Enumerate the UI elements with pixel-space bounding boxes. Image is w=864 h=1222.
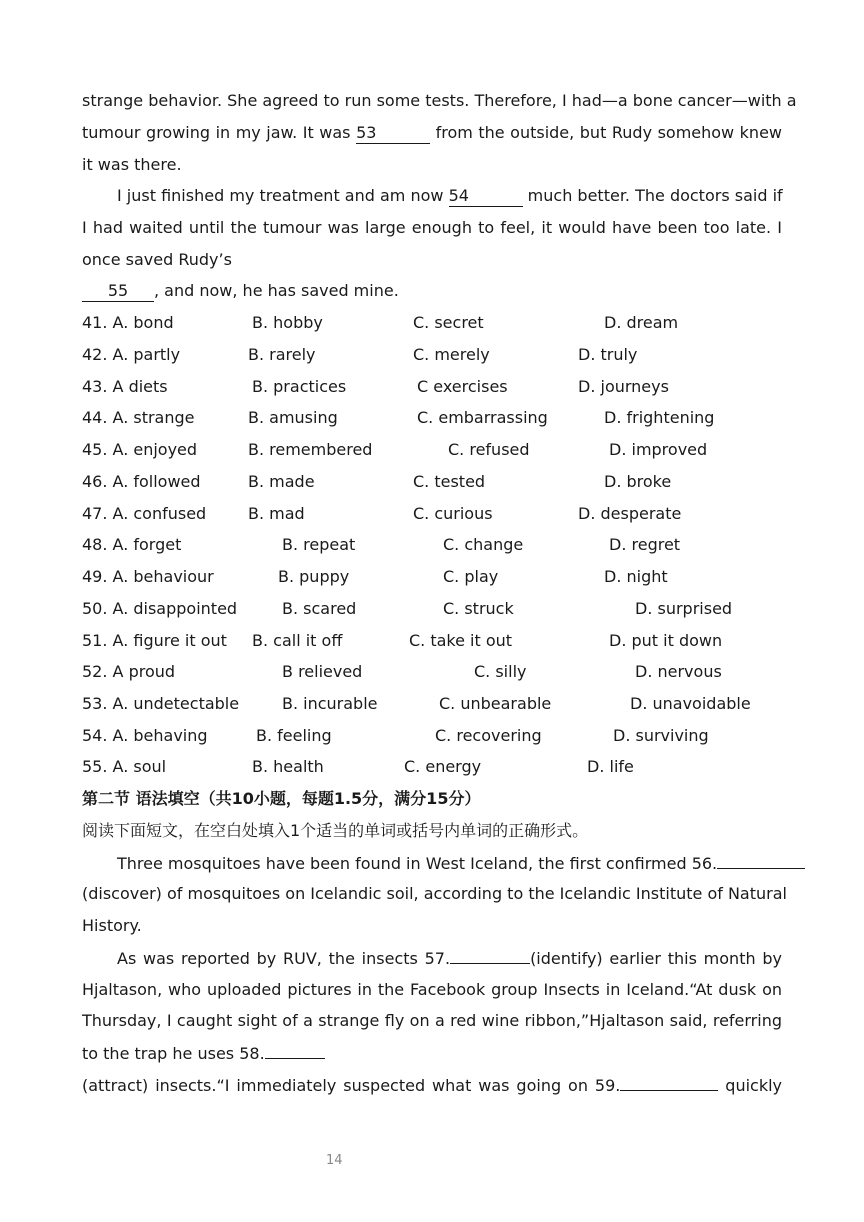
- option-b: B. remembered: [248, 440, 373, 459]
- option-c: C. recovering: [435, 726, 542, 745]
- passage-line: Three mosquitoes have been found in West Iceland, the first confirmed 56.: [117, 852, 805, 874]
- page-number: 14: [326, 1153, 343, 1168]
- option-a: 41. A. bond: [82, 313, 174, 332]
- blank-57: [450, 947, 530, 964]
- option-d: D. journeys: [578, 377, 669, 396]
- option-b: B. hobby: [252, 313, 323, 332]
- option-c: C. change: [443, 535, 524, 554]
- option-c: C. play: [443, 567, 499, 586]
- passage-line: strange behavior. She agreed to run some tests. Therefore, I had—a bone cancer—with a: [82, 91, 797, 110]
- option-a: 54. A. behaving: [82, 726, 208, 745]
- option-c: C. refused: [448, 440, 530, 459]
- passage-line: As was reported by RUV, the insects 57. (identify) earlier this month by: [117, 949, 782, 968]
- option-c: C. take it out: [409, 631, 513, 650]
- option-a: 53. A. undetectable: [82, 694, 240, 713]
- option-b: B relieved: [282, 662, 363, 681]
- passage-line: tumour growing in my jaw. It was 53 from the outside, but Rudy somehow knew: [82, 123, 783, 142]
- passage-line: 55 , and now, he has saved mine.: [82, 280, 399, 302]
- passage-line: once saved Rudy’s: [82, 250, 232, 269]
- option-b: B. incurable: [282, 694, 378, 713]
- option-c: C. unbearable: [439, 694, 552, 713]
- option-b: B. call it off: [252, 631, 343, 650]
- option-d: D. desperate: [578, 504, 682, 523]
- option-a: 49. A. behaviour: [82, 567, 214, 586]
- option-c: C. embarrassing: [417, 408, 548, 427]
- option-c: C. struck: [443, 599, 514, 618]
- option-d: D. improved: [609, 440, 708, 459]
- section-instruction: 阅读下面短文，在空白处填入1个适当的单词或括号内单词的正确形式。: [82, 821, 589, 840]
- blank-58: [265, 1042, 325, 1059]
- option-c: C. energy: [404, 757, 482, 776]
- option-b: B. feeling: [256, 726, 332, 745]
- option-b: B. rarely: [248, 345, 316, 364]
- passage-line: Hjaltason, who uploaded pictures in the Facebook group Insects in Iceland.“At dusk on: [82, 980, 782, 999]
- option-c: C. tested: [413, 472, 486, 491]
- passage-line: History.: [82, 916, 142, 935]
- option-c: C. merely: [413, 345, 490, 364]
- blank-56: [717, 852, 805, 869]
- section-heading: 第二节 语法填空（共10小题，每题1.5分，满分15分）: [82, 789, 481, 808]
- option-b: B. mad: [248, 504, 305, 523]
- option-a: 47. A. confused: [82, 504, 207, 523]
- passage-line: I just finished my treatment and am now 54 much better. The doctors said if: [117, 186, 783, 205]
- option-a: 45. A. enjoyed: [82, 440, 198, 459]
- blank-59: [620, 1074, 718, 1091]
- option-b: B. scared: [282, 599, 357, 618]
- option-a: 55. A. soul: [82, 757, 167, 776]
- blank-54: 54: [449, 186, 523, 207]
- option-c: C. curious: [413, 504, 493, 523]
- option-d: D. surviving: [613, 726, 709, 745]
- option-d: D. dream: [604, 313, 679, 332]
- option-a: 48. A. forget: [82, 535, 182, 554]
- option-a: 50. A. disappointed: [82, 599, 238, 618]
- option-d: D. unavoidable: [630, 694, 751, 713]
- passage-line: it was there.: [82, 155, 182, 174]
- option-d: D. nervous: [635, 662, 722, 681]
- option-c: C. silly: [474, 662, 527, 681]
- option-a: 52. A proud: [82, 662, 176, 681]
- passage-line: (discover) of mosquitoes on Icelandic soil, according to the Icelandic Institute of Natural: [82, 884, 787, 903]
- option-c: C. secret: [413, 313, 484, 332]
- option-a: 44. A. strange: [82, 408, 195, 427]
- passage-line: to the trap he uses 58.: [82, 1042, 325, 1064]
- option-d: D. regret: [609, 535, 681, 554]
- option-c: C exercises: [417, 377, 508, 396]
- passage-line: Thursday, I caught sight of a strange fly on a red wine ribbon,”Hjaltason said, referring: [82, 1011, 782, 1030]
- option-d: D. frightening: [604, 408, 715, 427]
- blank-55: 55: [82, 281, 154, 302]
- option-a: 42. A. partly: [82, 345, 181, 364]
- option-b: B. made: [248, 472, 315, 491]
- option-d: D. broke: [604, 472, 672, 491]
- option-a: 51. A. figure it out: [82, 631, 227, 650]
- passage-line: I had waited until the tumour was large enough to feel, it would have been too late. I: [82, 218, 782, 237]
- option-b: B. repeat: [282, 535, 356, 554]
- option-d: D. life: [587, 757, 634, 776]
- option-b: B. amusing: [248, 408, 338, 427]
- blank-53: 53: [356, 123, 430, 144]
- option-d: D. night: [604, 567, 668, 586]
- option-b: B. practices: [252, 377, 347, 396]
- option-b: B. health: [252, 757, 324, 776]
- option-a: 46. A. followed: [82, 472, 201, 491]
- option-d: D. surprised: [635, 599, 733, 618]
- option-b: B. puppy: [278, 567, 350, 586]
- option-d: D. put it down: [609, 631, 723, 650]
- passage-line: (attract) insects.“I immediately suspected what was going on 59. quickly: [82, 1076, 782, 1095]
- option-d: D. truly: [578, 345, 638, 364]
- option-a: 43. A diets: [82, 377, 168, 396]
